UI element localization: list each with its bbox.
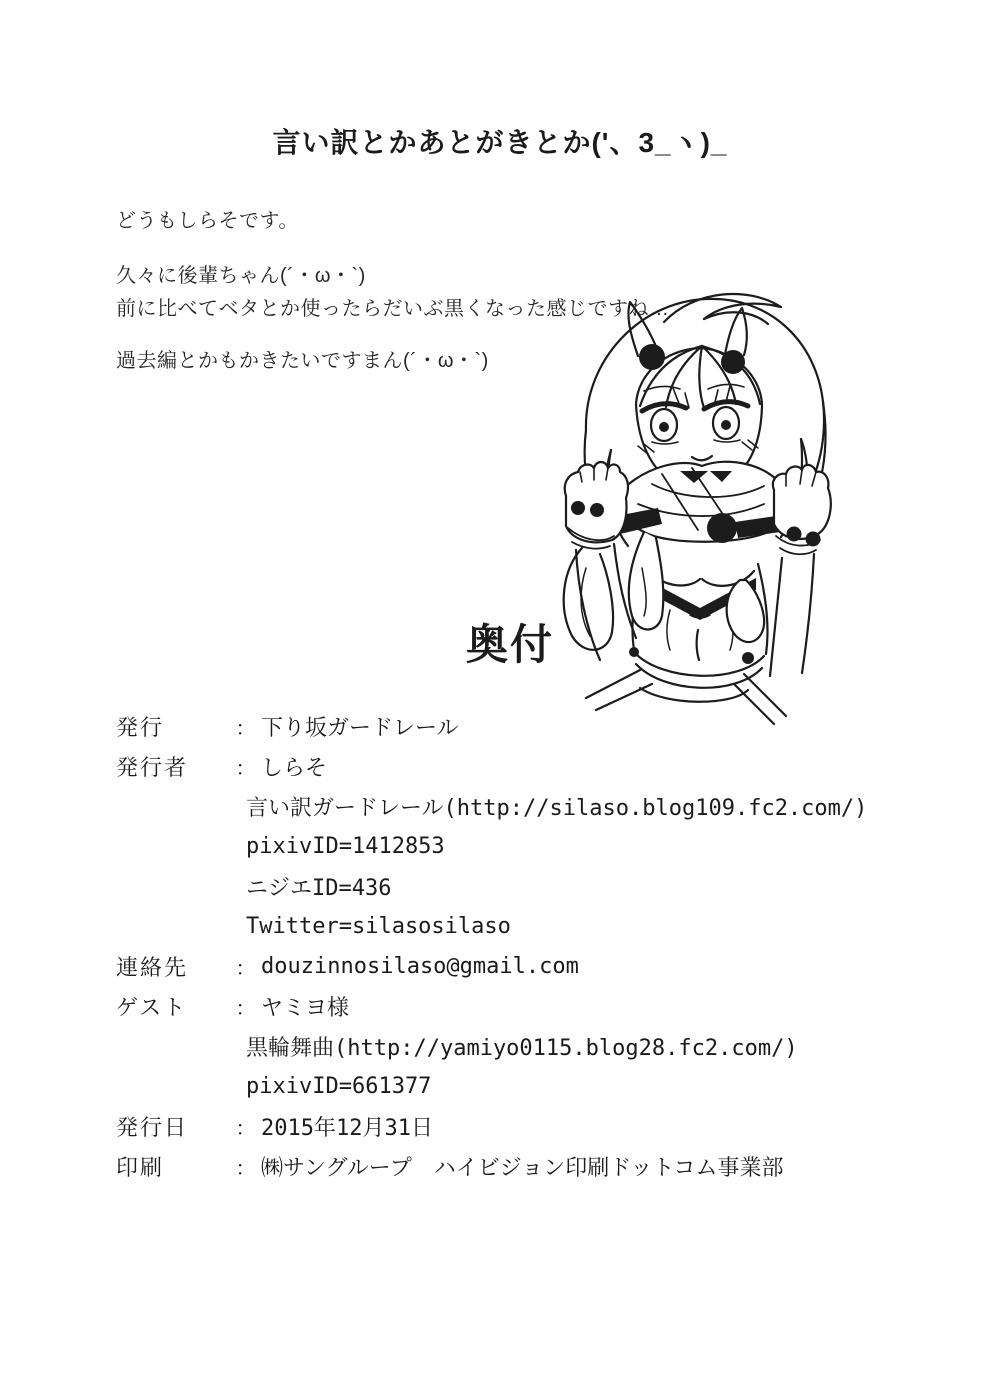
colophon-row [116,1066,956,1106]
colophon-value: ヤミヨ様 [261,995,350,1021]
colophon-label: 印刷 [116,1154,165,1180]
colophon-value: ニジエID=436 [246,875,392,901]
colophon-colon: ： [235,715,256,740]
colophon-label: 発行者 [116,754,189,780]
colophon-value: 黒輪舞曲(http://yamiyo0115.blog28.fc2.com/) [246,1035,798,1061]
colophon-label: 発行日 [116,1114,189,1140]
colophon-value: 2015年12月31日 [261,1115,433,1141]
colophon-label: ゲスト [116,994,188,1020]
colophon-row [116,1106,956,1146]
colophon-colon: ： [235,995,256,1020]
colophon-value: Twitter=silasosilaso [246,913,511,939]
colophon-value: douzinnosilaso@gmail.com [261,953,579,979]
colophon-colon: ： [235,955,256,980]
colophon-row [116,1026,956,1066]
page-title: 言い訳とかあとがきとか('、3_ヽ)_ [272,127,728,158]
colophon-row [116,866,956,906]
character-illustration [552,278,888,748]
colophon-row [116,746,956,786]
colophon-row [116,906,956,946]
afterword-line: 過去編とかもかきたいですまん(´・ω・`) [116,350,489,372]
colophon-row [116,986,956,1026]
colophon-colon: ： [235,755,256,780]
colophon-value: pixivID=661377 [246,1073,432,1099]
colophon-label: 発行 [116,714,165,740]
colophon-row [116,946,956,986]
colophon-value: ㈱サングループ ハイビジョン印刷ドットコム事業部 [261,1155,784,1181]
colophon-table [116,706,956,1186]
afterword-line: 前に比べてベタとか使ったらだいぶ黒くなった感じですね… [116,298,670,320]
colophon-value: 下り坂ガードレール [261,715,459,741]
afterword-line: 久々に後輩ちゃん(´・ω・`) [116,265,366,287]
colophon-colon: ： [235,1115,256,1140]
afterword-line: どうもしらそです。 [116,210,299,232]
colophon-value: pixivID=1412853 [246,833,445,859]
colophon-value: 言い訳ガードレール(http://silaso.blog109.fc2.com/) [246,795,868,821]
colophon-row [116,1146,956,1186]
colophon-row [116,706,956,746]
colophon-label: 連絡先 [116,954,189,980]
colophon-heading: 奥付 [466,621,555,668]
colophon-colon: ： [235,1155,256,1180]
colophon-row [116,786,956,826]
colophon-row [116,826,956,866]
colophon-value: しらそ [261,755,328,781]
